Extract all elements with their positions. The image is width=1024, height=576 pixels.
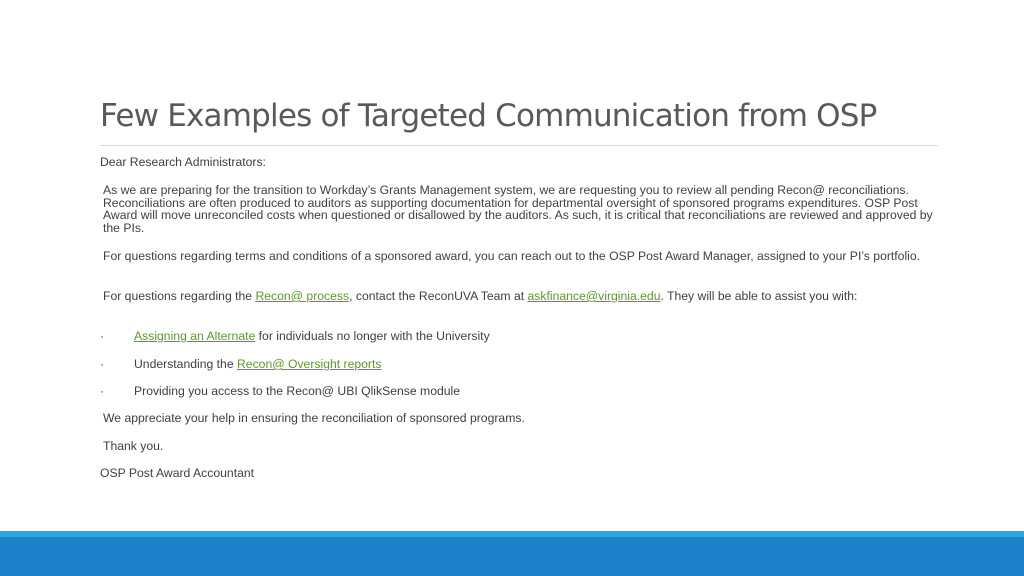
recon-middle-text: , contact the ReconUVA Team at bbox=[349, 289, 528, 303]
bullet-dot: · bbox=[100, 329, 105, 343]
bullet-dot: · bbox=[100, 357, 105, 371]
paragraph-transition: As we are preparing for the transition to Workday’s Grants Management system, we are requesting you to review all pending Recon@ reconciliations. Reconciliations are often produced to auditors as supporting documentation for departmental oversight of sponsored programs expenditures. OSP Post Award will move unreconciled costs when questioned or disallowed by the auditors. As such, it is critical that reconciliations are reviewed and approved by the PIs. bbox=[103, 183, 933, 235]
thanks-text: Thank you. bbox=[103, 439, 164, 453]
appreciation-text: We appreciate your help in ensuring the reconciliation of sponsored programs. bbox=[103, 411, 525, 425]
paragraph-recon-questions bbox=[100, 290, 939, 303]
recon-oversight-reports-link[interactable]: Recon@ Oversight reports bbox=[237, 357, 382, 371]
bullet-text: for individuals no longer with the University bbox=[255, 329, 490, 343]
recon-prefix-text: For questions regarding the bbox=[103, 289, 256, 303]
bullet-dot: · bbox=[100, 384, 105, 398]
recon-process-link[interactable]: Recon@ process bbox=[255, 289, 350, 303]
bullet-text: Understanding the bbox=[134, 357, 237, 371]
recon-suffix-text: . They will be able to assist you with: bbox=[660, 289, 858, 303]
title-divider bbox=[100, 145, 938, 146]
greeting: Dear Research Administrators: bbox=[100, 155, 266, 169]
paragraph-terms-questions: For questions regarding terms and conditions of a sponsored award, you can reach out to the OSP Post Award Manager, assigned to your PI’s portfolio. bbox=[103, 249, 921, 263]
slide-title: Few Examples of Targeted Communication from OSP bbox=[100, 98, 877, 134]
signature-text: OSP Post Award Accountant bbox=[100, 466, 255, 480]
bullet-text: Providing you access to the Recon@ UBI QlikSense module bbox=[134, 384, 461, 398]
assigning-alternate-link[interactable]: Assigning an Alternate bbox=[134, 329, 256, 343]
askfinance-email-link[interactable]: askfinance@virginia.edu bbox=[527, 289, 661, 303]
footer-bar bbox=[0, 537, 1024, 576]
